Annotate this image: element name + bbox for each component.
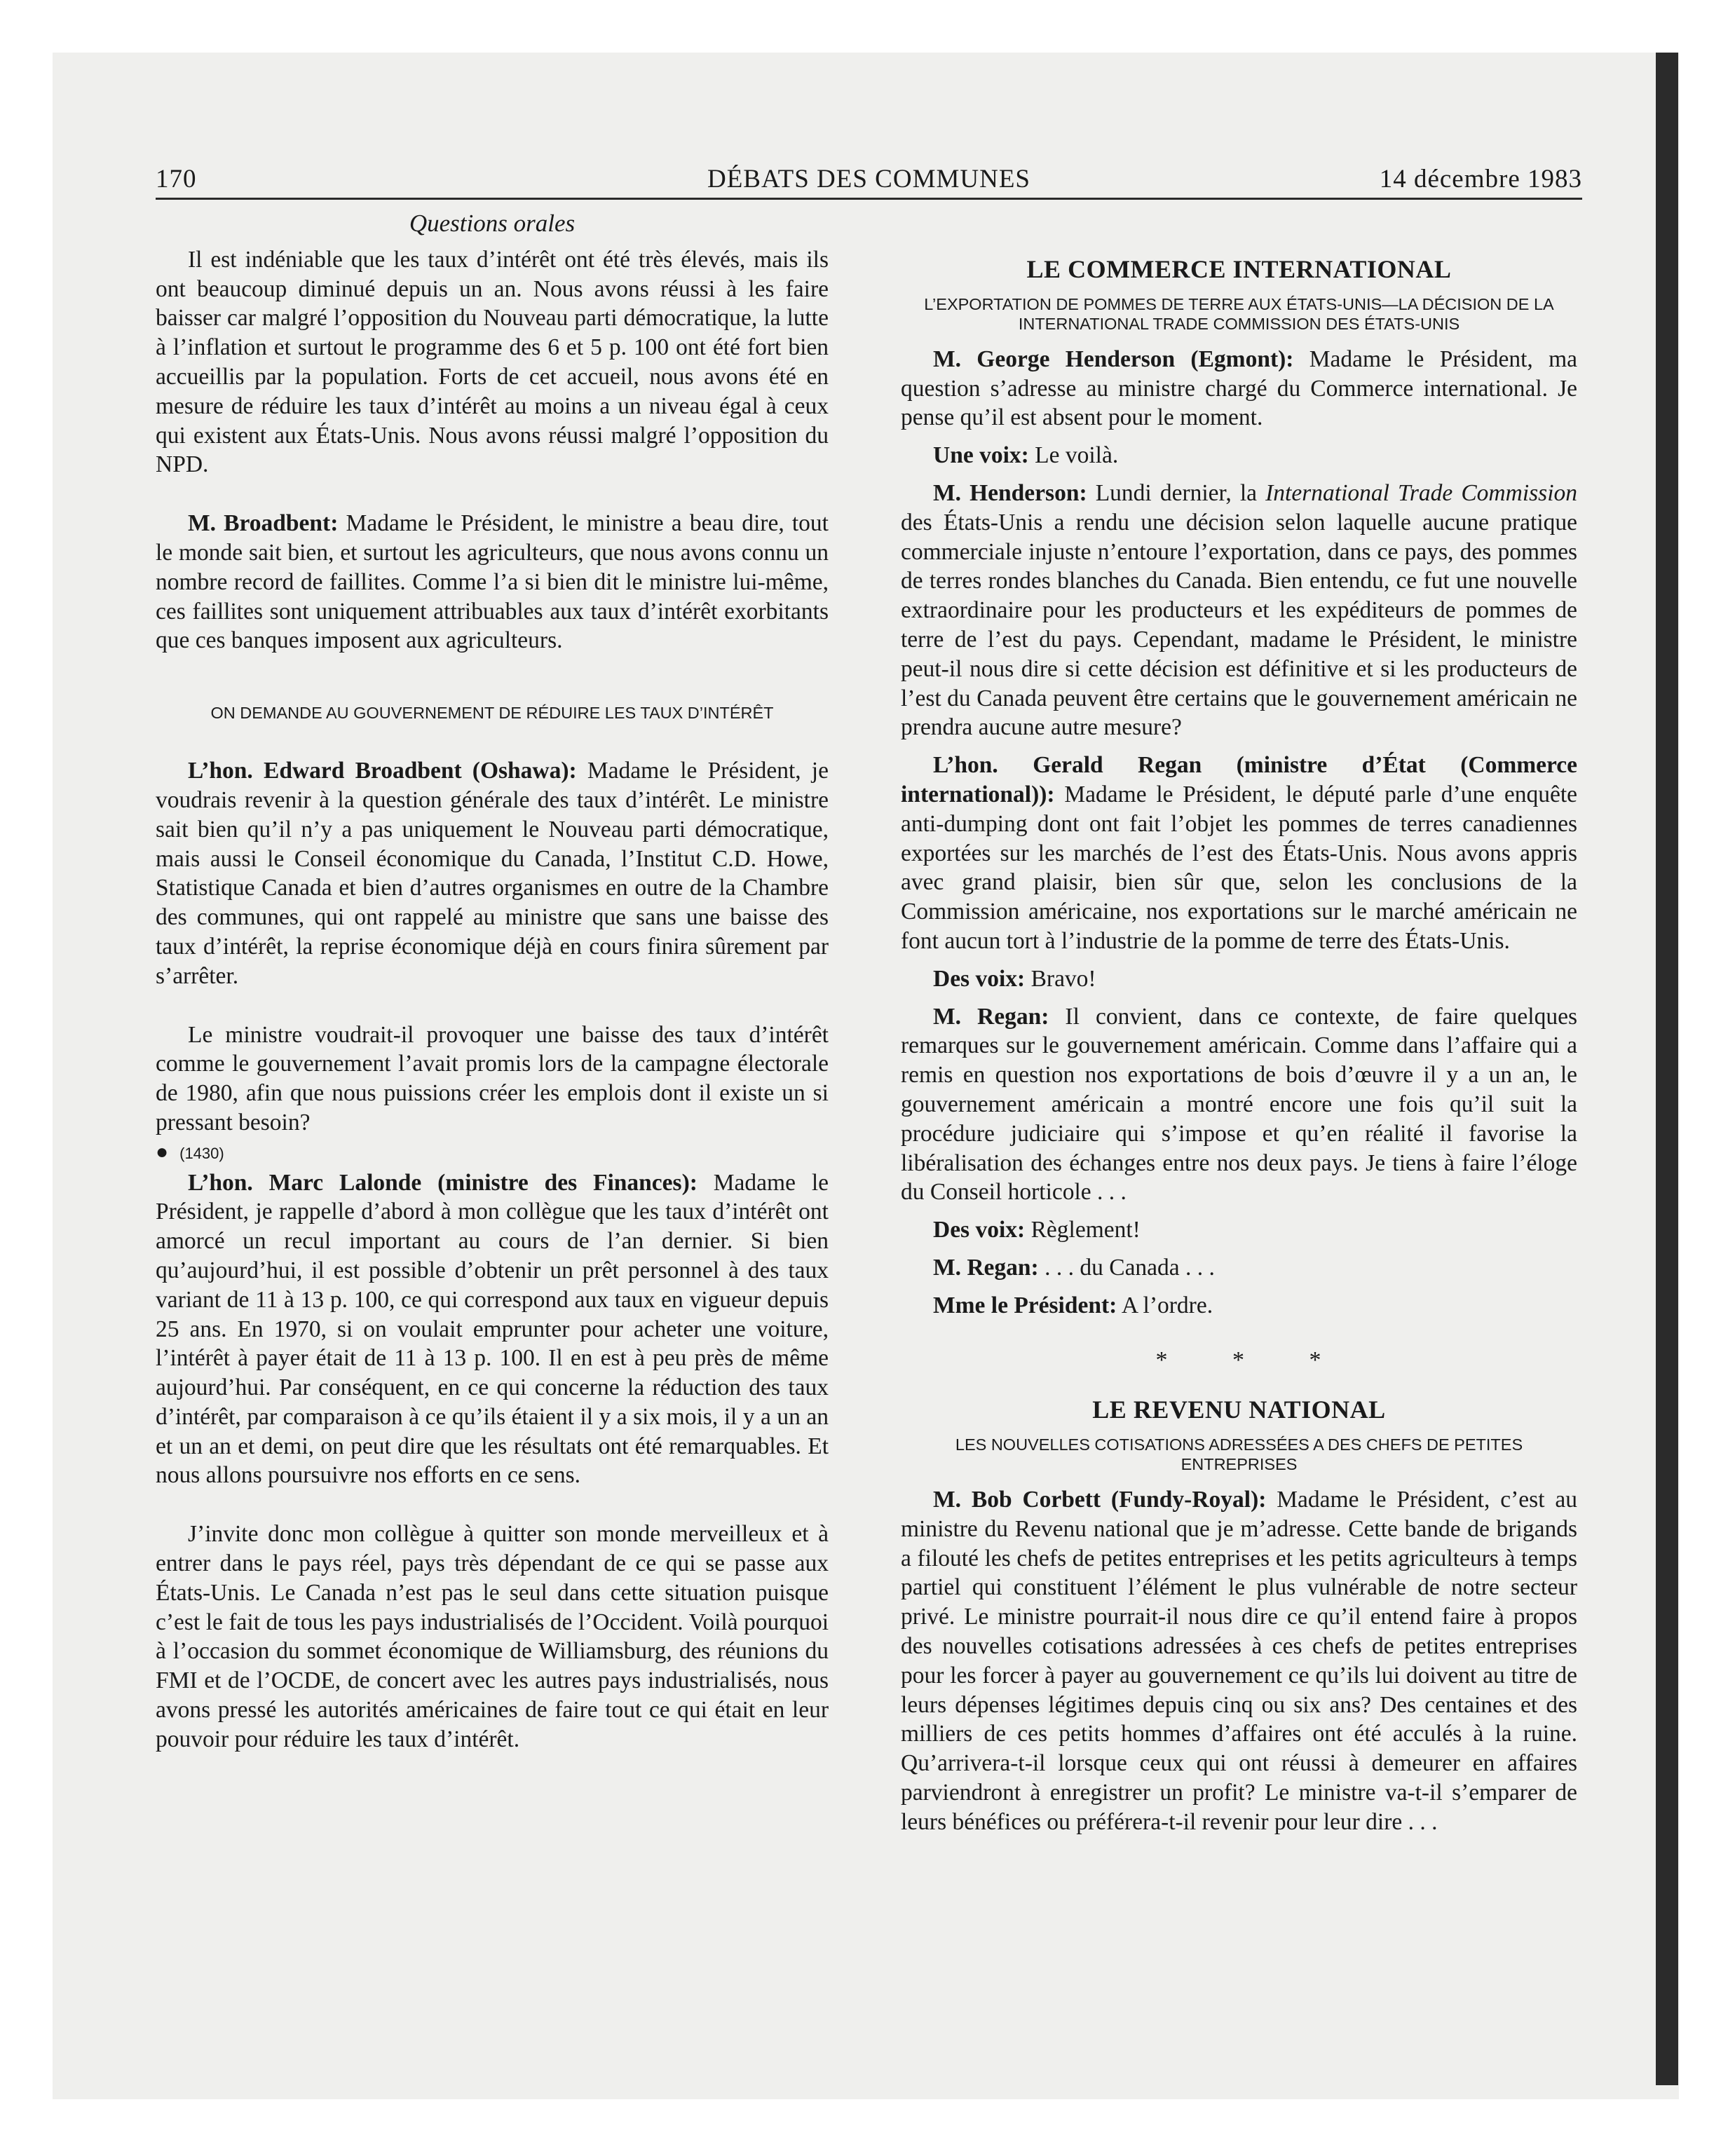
section-label: Questions orales <box>409 210 576 237</box>
speaker-name: L’hon. Edward Broadbent (Oshawa): <box>188 758 577 784</box>
subheading: LES NOUVELLES COTISATIONS ADRESSÉES A DES CHEFS DE PETITES ENTREPRISES <box>955 1435 1523 1474</box>
speaker-name: Une voix: <box>933 442 1029 469</box>
paragraph <box>901 751 1577 956</box>
speaker-name: Des voix: <box>933 965 1026 992</box>
speech-text: Madame le Président, je voudrais revenir à la question générale des taux d’intérêt. Le ministre sait bien qu’il n’y a pas uniquement le Nouveau parti démocratique, mais aussi le Conseil économique du Canada, l’Institut C.D. Howe, Statistique Canada et bien d’autres organismes en outre de la Chambre des communes, qui ont rappelé au ministre que sans une baisse des taux d’intérêt, la reprise économique déjà en cours finira sûrement par s’arrêter. <box>156 758 829 989</box>
paragraph <box>901 345 1577 432</box>
speaker-name: Mme le Président: <box>933 1292 1117 1318</box>
speech-text: Règlement! <box>1025 1217 1141 1243</box>
time-marker-text: (1430) <box>179 1144 224 1162</box>
speaker-name: M. Regan: <box>933 1254 1039 1281</box>
section-heading: LE REVENU NATIONAL <box>1092 1396 1386 1424</box>
speaker-name: M. Henderson: <box>933 479 1087 506</box>
speech-text: Il convient, dans ce contexte, de faire quelques remarques sur le gouvernement américain. Comme dans l’affaire qui a remis en question nos exportations de bois d’œuvre il y a un an, le gouvernement américain a montré encore une fois qu’il suit la procédure judiciaire qui s’impose et qu’en réalité il favorise la libéralisation des échanges entre nos deux pays. Je tiens à faire l’éloge du Conseil horticole . . . <box>901 1003 1577 1206</box>
paragraph <box>156 1168 829 1491</box>
speech-text: Madame le Président, c’est au ministre du Revenu national que je m’adresse. Cette bande de brigands a filouté les chefs de petites entreprises et les petits agriculteurs à temps partiel qui constituent l’élément le plus vulnérable de notre secteur privé. Le ministre pourrait-il nous dire ce qu’il entend faire à propos des nouvelles cotisations adressées à ces chefs de petites entreprises pour les forcer à payer au gouvernement ce qu’ils lui doivent au titre de leurs dépenses légitimes depuis cinq ou six ans? Des centaines et des milliers de ces petits hommes d’affaires ont été acculés à la ruine. Qu’arrivera-t-il lorsque ceux qui ont réussi à demeurer en affaires parviendront à enregistrer un profit? Le ministre va-t-il s’emparer de leurs bénéfices ou préférera-t-il revenir pour leur dire . . . <box>901 1487 1577 1835</box>
speaker-name: M. Regan: <box>933 1003 1049 1030</box>
paragraph <box>901 479 1577 742</box>
speech-text: Madame le Président, ma question s’adresse au ministre chargé du Commerce international. Je pense qu’il est absent pour le moment. <box>901 346 1577 431</box>
journal-title: DÉBATS DES COMMUNES <box>707 165 1030 193</box>
speaker-name: L’hon. Marc Lalonde (ministre des Finances): <box>188 1169 698 1196</box>
page-number: 170 <box>156 165 197 193</box>
speaker-name: M. Bob Corbett (Fundy-Royal): <box>933 1487 1267 1513</box>
paragraph <box>156 509 829 655</box>
speech-text: Madame le Président, le député parle d’une enquête anti-dumping dont ont fait l’objet les pommes de terres canadiennes exportées sur les marchés de l’est des États-Unis. Nous avons appris avec grand plaisir, bien sûr que, selon les conclusions de la Commission américaine, nos exportations sur le marché américain ne font aucun tort à l’industrie de la pomme de terre des États-Unis. <box>901 781 1577 954</box>
paragraph <box>156 756 829 990</box>
paragraph <box>901 1291 1577 1321</box>
speaker-name: Des voix: <box>933 1217 1026 1243</box>
speech-text: Le voilà. <box>1028 442 1119 469</box>
speech-text: Lundi dernier, la <box>1087 479 1266 506</box>
subheading: ON DEMANDE AU GOUVERNEMENT DE RÉDUIRE LES TAUX D’INTÉRÊT <box>210 704 774 723</box>
paragraph <box>901 1002 1577 1208</box>
paragraph <box>901 964 1577 994</box>
speaker-name: M. George Henderson (Egmont): <box>933 346 1294 372</box>
speech-text: Bravo! <box>1025 965 1096 992</box>
section-separator: * * * <box>1155 1346 1351 1373</box>
italic-title: International Trade Commission <box>1265 479 1578 506</box>
paragraph: Il est indéniable que les taux d’intérêt ont été très élevés, mais ils ont beaucoup diminué depuis un an. Nous avons réussi à les faire baisser car malgré l’opposition du Nouveau parti démocratique, la lutte à l’inflation et surtout le programme des 6 et 5 p. 100 ont été fort bien accueillis par la population. Forts de cet accueil, nous avons été en mesure de réduire les taux d’intérêt au moins a un niveau égal à ceux qui existent aux États-Unis. Nous avons réussi malgré l’opposition du NPD. <box>156 246 829 478</box>
bullet-icon: ● <box>156 1140 169 1164</box>
right-column <box>901 255 1577 1837</box>
paragraph: J’invite donc mon collègue à quitter son monde merveilleux et à entrer dans le pays réel, pays très dépendant de ce qui se passe aux États-Unis. Le Canada n’est pas le seul dans cette situation puisque c’est le fait de tous les pays industrialisés de l’Occident. Voilà pourquoi à l’occasion du sommet économique de Williamsburg, des réunions du FMI et de l’OCDE, de concert avec les autres pays industrialisés, nous avons pressé les autorités américaines de faire tout ce qui était en leur pouvoir pour réduire les taux d’intérêt. <box>156 1521 829 1752</box>
scan-edge-bar <box>1656 53 1678 2085</box>
paragraph <box>901 1215 1577 1245</box>
time-marker <box>156 1138 829 1168</box>
speaker-name: M. Broadbent: <box>188 510 339 537</box>
running-header <box>156 158 1582 200</box>
speech-text: des États-Unis a rendu une décision selon laquelle aucune pratique commerciale injuste n’entoure l’exportation, dans ce pays, des pommes de terres rondes blanches du Canada. Bien entendu, ce fut une nouvelle extraordinaire pour les producteurs et les expéditeurs de pommes de terre de l’est du pays. Cependant, madame le Président, le ministre peut-il nous dire si cette décision est définitive et si les producteurs de l’est du Canada peuvent être certains que le gouvernement américain ne prendra aucune autre mesure? <box>901 509 1577 741</box>
speech-text: Madame le Président, je rappelle d’abord à mon collègue que les taux d’intérêt ont amorcé un recul important au cours de l’an dernier. Si bien qu’aujourd’hui, il est possible d’obtenir un prêt personnel à des taux variant de 11 à 13 p. 100, ce qui correspond aux taux en vigueur depuis 25 ans. En 1970, si on voulait emprunter pour acheter une voiture, l’intérêt à payer était de 11 à 13 p. 100. Il en est à peu près de même aujourd’hui. Par conséquent, en ce qui concerne la réduction des taux d’intérêt, par comparaison à ce qu’ils étaient il y a six mois, il y a un an et un an et demi, on peut dire que les résultats ont été remarquables. Et nous allons poursuivre nos efforts en ce sens. <box>156 1169 829 1489</box>
issue-date: 14 décembre 1983 <box>1379 165 1582 193</box>
speech-text: . . . du Canada . . . <box>1038 1254 1215 1281</box>
speaker-name: L’hon. Gerald Regan (ministre d’État (Commerce international)): <box>901 752 1577 807</box>
left-column <box>156 209 829 1754</box>
paragraph <box>901 1253 1577 1283</box>
section-heading: LE COMMERCE INTERNATIONAL <box>1026 255 1452 283</box>
paragraph <box>901 441 1577 470</box>
paragraph <box>901 1485 1577 1837</box>
speech-text: Madame le Président, le ministre a beau dire, tout le monde sait bien, et surtout les agriculteurs, que nous avons connu un nombre record de faillites. Comme l’a si bien dit le ministre lui-même, ces faillites sont uniquement attribuables aux taux d’intérêt exorbitants que ces banques imposent aux agriculteurs. <box>156 510 829 654</box>
speech-text: A l’ordre. <box>1117 1292 1213 1318</box>
subheading: L’EXPORTATION DE POMMES DE TERRE AUX ÉTATS-UNIS—LA DÉCISION DE LA INTERNATIONAL TRADE COMMISSION DES ÉTATS-UNIS <box>924 294 1554 333</box>
paragraph: Le ministre voudrait-il provoquer une baisse des taux d’intérêt comme le gouvernement l’avait promis lors de la campagne électorale de 1980, afin que nous puissions créer les emplois dont il existe un si pressant besoin? <box>156 1021 829 1135</box>
